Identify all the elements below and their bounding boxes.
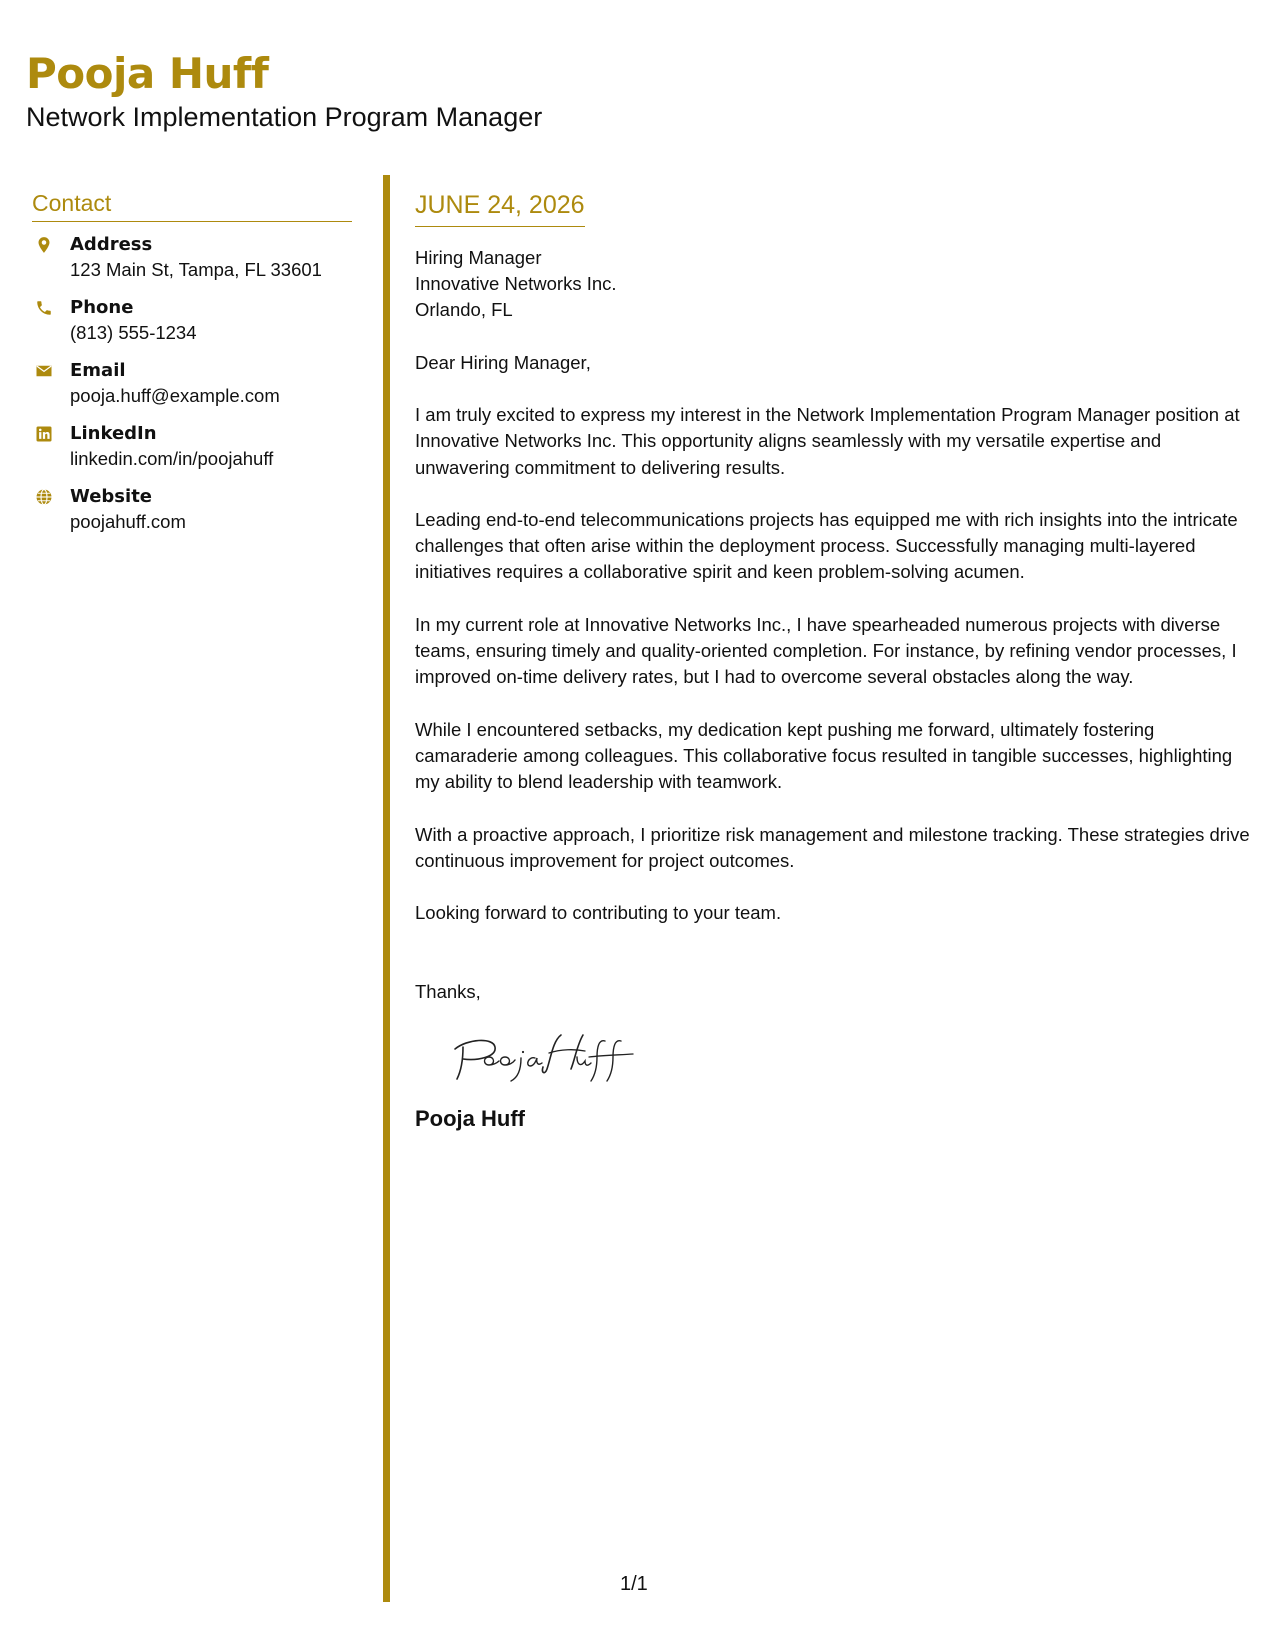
linkedin-icon [35,425,53,443]
contact-item-website [32,484,352,547]
contact-value: poojahuff.com [70,511,186,532]
contact-label: Phone [70,297,134,318]
contact-label: Address [70,234,153,255]
contact-value: 123 Main St, Tampa, FL 33601 [70,259,322,280]
sender-name: Pooja Huff [415,1106,525,1132]
letter-header [26,48,542,134]
closing: Thanks, [415,981,481,1003]
contact-label: Email [70,360,126,381]
envelope-icon [35,362,53,380]
applicant-name: Pooja Huff [26,49,269,98]
recipient-line: Orlando, FL [415,299,513,320]
map-pin-icon [35,236,53,254]
letter-date: JUNE 24, 2026 [415,188,585,227]
recipient-line: Hiring Manager [415,247,542,268]
recipient-block [415,245,1255,323]
body-paragraph: In my current role at Innovative Networks Inc., I have spearheaded numerous projects with diverse teams, ensuring timely and quality-oriented completion. For instance, by refining vendor processes, I improved on-time delivery rates, but I had to overcome several obstacles along the way. [415,613,1237,688]
contact-heading: Contact [32,188,352,222]
phone-icon [35,299,53,317]
body-paragraph: With a proactive approach, I prioritize risk management and milestone tracking. These strategies drive continuous improvement for project outcomes. [415,823,1250,871]
contact-item-address [32,232,352,295]
handwritten-signature [449,1027,649,1085]
salutation: Dear Hiring Manager, [415,352,591,373]
contact-item-phone [32,295,352,358]
body-paragraph: While I encountered setbacks, my dedication kept pushing me forward, ultimately fostering camaraderie among colleagues. This collaborative focus resulted in tangible successes, highlighting my ability to blend leadership with teamwork. [415,718,1233,793]
recipient-line: Innovative Networks Inc. [415,273,617,294]
applicant-job-title: Network Implementation Program Manager [26,102,543,132]
contact-sidebar [32,188,352,547]
contact-value: (813) 555-1234 [70,322,197,343]
contact-label: Website [70,486,153,507]
page-number: 1/1 [620,1573,648,1595]
contact-list [32,232,352,547]
body-paragraph: I am truly excited to express my interest in the Network Implementation Program Manager position at Innovative Networks Inc. This opportunity aligns seamlessly with my versatile expertise and unwavering commitment to delivering results. [415,404,1240,478]
vertical-divider [383,175,390,1602]
contact-item-email [32,358,352,421]
contact-value: linkedin.com/in/poojahuff [70,448,274,469]
contact-label: LinkedIn [70,423,157,444]
letter-body [415,188,1255,1134]
body-paragraph: Looking forward to contributing to your team. [415,902,782,924]
contact-item-linkedin [32,421,352,484]
globe-icon [35,488,53,506]
contact-value: pooja.huff@example.com [70,385,280,406]
body-paragraph: Leading end-to-end telecommunications projects has equipped me with rich insights into the intricate challenges that often arise within the deployment process. Successfully managing multi-layered initiatives requires a collaborative spirit and keen problem-solving acumen. [415,508,1238,583]
